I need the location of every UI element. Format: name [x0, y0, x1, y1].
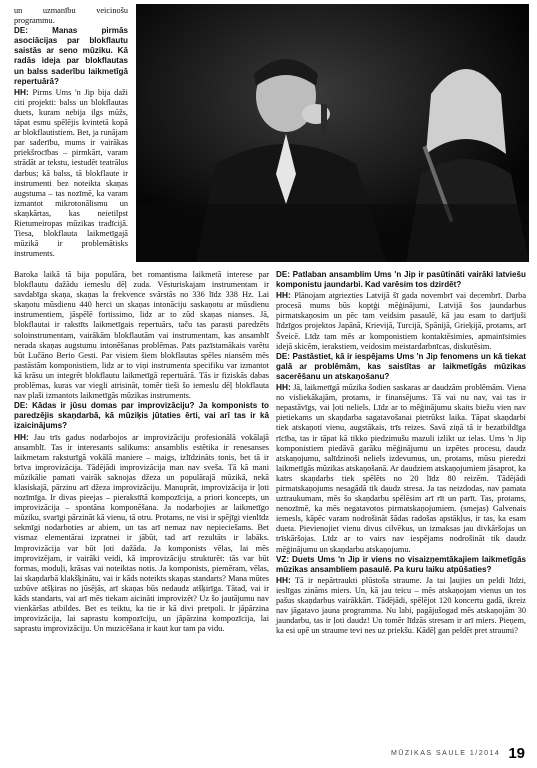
answer-3	[276, 290, 526, 352]
concert-photo	[136, 4, 529, 262]
bottom-left-column	[14, 270, 269, 634]
top-left-column	[14, 6, 128, 259]
speaker-hh: HH:	[276, 290, 291, 301]
speaker-hh: HH:	[14, 86, 29, 97]
answer-1	[14, 87, 128, 260]
magazine-name: MŪZIKAS SAULE 1/2014	[390, 750, 501, 757]
question-4: DE: Pastāstiet, kā ir iespējams Ums 'n Jip fenomens un kā tiekat galā ar problēmām, kas saistītas ar laikmetīgās mūzikas sacerēšanu un atskaņošanu?	[276, 351, 526, 381]
paragraph-recorder-history: Baroka laikā tā bija populāra, bet romantisma laikmetā interese par blokflautu dažādu iemeslu dēļ zuda. Vēsturiskajam instrumentam ir savdabīga skaņa, skaņas la frekvence svārstās no 336 līdz 338 Hz. Lai skaņotu mūsdienu 440 herci un skaņas intonāciju saskaņotu ar mūsdienu instrumentiem, jāspēlē fortissimo, lidz ar to zūd skaņas nianses. Jā, blokflautai ir rakstīts laikmetīgais repertuārs, taču tas parasti paredzēts soloinstrumentam, vairākām blokflautām vai instrumentam, kas ansamblī nerada skaņas augstumu intonēšanas problēmas. Pats pazīstamākais varētu būt Lučāno Berio Gesti. Par visiem šiem blokflautas spēles niansēm mēs pastāstām komponistiem, lidz ar to viņi instrumenta specifiku var izmantot kā krāsu un integrēt blokflautu laikmetīgā repertuārā. Tās ir fiziskās dabas problēmas, kuras var viegli atrisināt, tomēr tieši šo iemeslu dēļ blokflauta nav plaši izmantots laikmetīgās mūzikas instruments.	[14, 270, 269, 401]
question-3: DE: Patlaban ansamblim Ums 'n Jip ir pasūtināti vairāki latviešu komponistu jaundarbi. Kad varēsim tos dzirdēt?	[276, 270, 526, 290]
speaker-hh: HH:	[276, 574, 291, 585]
photo-illustration	[136, 4, 529, 262]
page-number: 19	[508, 745, 525, 762]
answer-5	[276, 575, 526, 637]
question-5: VZ: Duets Ums 'n Jip ir viens no visaizņemtākajiem laikmetīgās mūzikas ansambliem pasaulē. Pa kuru laiku atpūšaties?	[276, 554, 526, 574]
answer-4-text: Jā, laikmetīgā mūzika šodien saskaras ar daudzām problēmām. Viena no visliekākajām, protams, ir finansējums. Tā vai nu nav, vai tas ir nepastāvīgs, vai ļoti neliels. Līdz ar to mēģinājumu skaits biežu vien nav pietiekams un skaņdarba sagatavošanai pietrūkst laika. Tāpat skaņdarbi tiek atskaņoti vienu, augstākais, trīs reizes. Savā ziņā tā ir bezatbildīga rīcība, tas ir tāpat kā tikko piedzimušu mazuli izlikt uz ielas. Ums 'n Jip komponistiem piedāvā garāku mēģinājumu un izpētes procesu, daudz atskaņojumu, salīdzinoši neliels izdevumus, un, protams, mūsu pieredzi laikmetīgās mūzikas atskaņošanā. Ar daudziem atskaņojumiem jāsaprot, ka katrs skaņdarbs tiek spēlēts no 20 līdz 80 reizēm. Tādējādi pirmatskaņojums nesagādā tik daudz stresa. Ja tas neizdodas, nav pamata uztraukumam, mēs šo skaņdarbu spēlēsim arī rīt un parīt. Tas, protams, nenozīmē, ka mēs negatavotos pirmatskaņojumiem. (smejas) Galvenais iemesls, kāpēc varam nodrošināt šādas radošas apstākļus, ir tas, ka esam dueta. Pievienojiet vienu divus cilvēkus, un izmaksas jau divkāršojas un trīskāršojas. Līdz ar to vairs nav iespējams nodrošināt tik daudz mēģinājumu un skaņdarbu atskaņojumu.	[276, 383, 526, 554]
question-2: DE: Kādas ir jūsu domas par improvizāciju? Ja komponists to paredzējis skaņdarbā, kā mūziķis jūtaties ērti, vai arī tas ir kā izaicinājums?	[14, 401, 269, 431]
answer-4	[276, 382, 526, 555]
speaker-hh: HH:	[276, 382, 291, 393]
answer-5-text: Tā ir nepārtraukti plūstoša straume. Ja tai ļaujies un peldi līdzi, ieslīgas zināms miers. Un, kā jau teicu – mēs atskaņojam vienus un tos pašus skaņdarbus vairākkārt. Tādējādi, spēlējot 120 koncertu gadā, ikreiz nav jāgatavo jauna programma. Nu labi, pagājušogad mēs atskaņojām 30 jaundarbu, tas ir ļoti daudz! Un tomēr līdzās stresam ir arī miers. Pieņem, ka esi upē un straume tevi nes uz priekšu. Kādēļ gan peldēt pret straumi?	[276, 575, 526, 636]
answer-2	[14, 432, 269, 635]
answer-2-text: Jau trīs gadus nodarbojos ar improvizāciju profesionālā vokālajā ansamblī. Tas ir interesants salikums: ansamblis estētika ir renesanses laikmetam raksturīgā vokālā maniere – maigs, izlīdzināts tonis, bet tā ir brīva improvizācija. Tādējādi improvizācija man nav sveša. Tā kā mani mūzikālie pamati vairāk saknojas džeza un populārajā mūzikā, nekā klasiskajā, pārzinu arī džeza improvizāciju. Manuprāt, improvizācija ir ļoti nozīmīga. Ir divas pieejas – pierakstītā kompozīcija, a priori koncepts, un improvizācija – spontāna komponēšana. Ja nodarbojies ar laikmetīgo mūziku, svarīgi pārzināt kā vienu, tā otru. Protams, ne visi ir spējīgi vienlīdz sekmīgi nodarboties ar abiem, un tas arī nemaz nav nepieciešams. Bet vismaz elementārai izpratnei ir jābūt, tad arī rezultāts ir labāks. Improvizācija var būt ļoti dažāda. Ja komponists vēlas, lai mēs improvizējam, ir vairāki veidi, kā improvizāciju strukturēt: tās var būt formas, moduļi, krāsas vai noteiktas notis. Ja komponists, piemēram, vēlas, lai skaņdarbā klakšķinātu, vai ir kāds noteikts skaņas standarts? Mana mūtes uzbūve atšķiras no jūsējās, arī skaņas būs nedaudz atšķirīga. Tātad, vai ir kāds standarts, vai arī mēs tiekam aicināti improvizēt? Uz šo jautājumu nav vienkāršas atbildes. Bet es teiktu, ka tie ir kā divi pretpoli. Ir jāpārzina improvizācija, lai saprastu kompozīciju, un jāpārzina kompozīcija, lai saprastu improvizāciju. Un muzicēšana ir kaut kur tam pa vidu.	[14, 432, 269, 634]
answer-1-text: Pirms Ums 'n Jip bija daži citi projekti: balss un blokflautas duets, kuram nebija ilgs mūžs, tāpat esmu spēlējis kvintetā kopā ar blokflautistiem. Bet, ja runājam par saderību, mums ir vairākas priekšrocības – pirmkārt, varam strādāt ar tekstu, iestudēt teatrālus darbus; kā balss, tā blokflaute ir instrumenti bez noteikta skaņas augstuma – tas nozīmē, ka varam izmantot mikrotonālismu un skaņkārtas, kas neietilpst Rietumeiropas mūzikas tradīcijā. Tiesa, blokflauta laikmetīgajā mūzikā ir problemātisks instruments.	[14, 87, 128, 259]
question-1: DE: Manas pirmās asociācijas par blokflautu saistās ar seno mūziku. Kā radās ideja par blokflautas un balss saderību laikmetīgā repertuārā?	[14, 26, 128, 86]
intro-text: un uzmanību veicinošu programmu.	[14, 6, 128, 26]
bottom-right-column	[276, 270, 526, 636]
speaker-hh: HH:	[14, 431, 29, 442]
page-footer	[391, 745, 525, 762]
answer-3-text: Plānojam atgriezties Latvijā šī gada novembrī vai decembrī. Darba procesā mums būs koptģi mēģinājumi, Latvijā šos jaundarbus pirmatskaņosim un pēc tam veidsim pasaulē, kā jau esam to darījuši līdzīgos projektos Japānā, Krievijā, Turcijā, Spānijā, Grieķijā, protams, arī Šveicē. Līdz tam mēs ar komponistiem kontaktēsimies, apmainīsimies idejā skicēm, ierakstiem, veidosim meistardarbnīcas, diskutēsim.	[276, 291, 526, 351]
